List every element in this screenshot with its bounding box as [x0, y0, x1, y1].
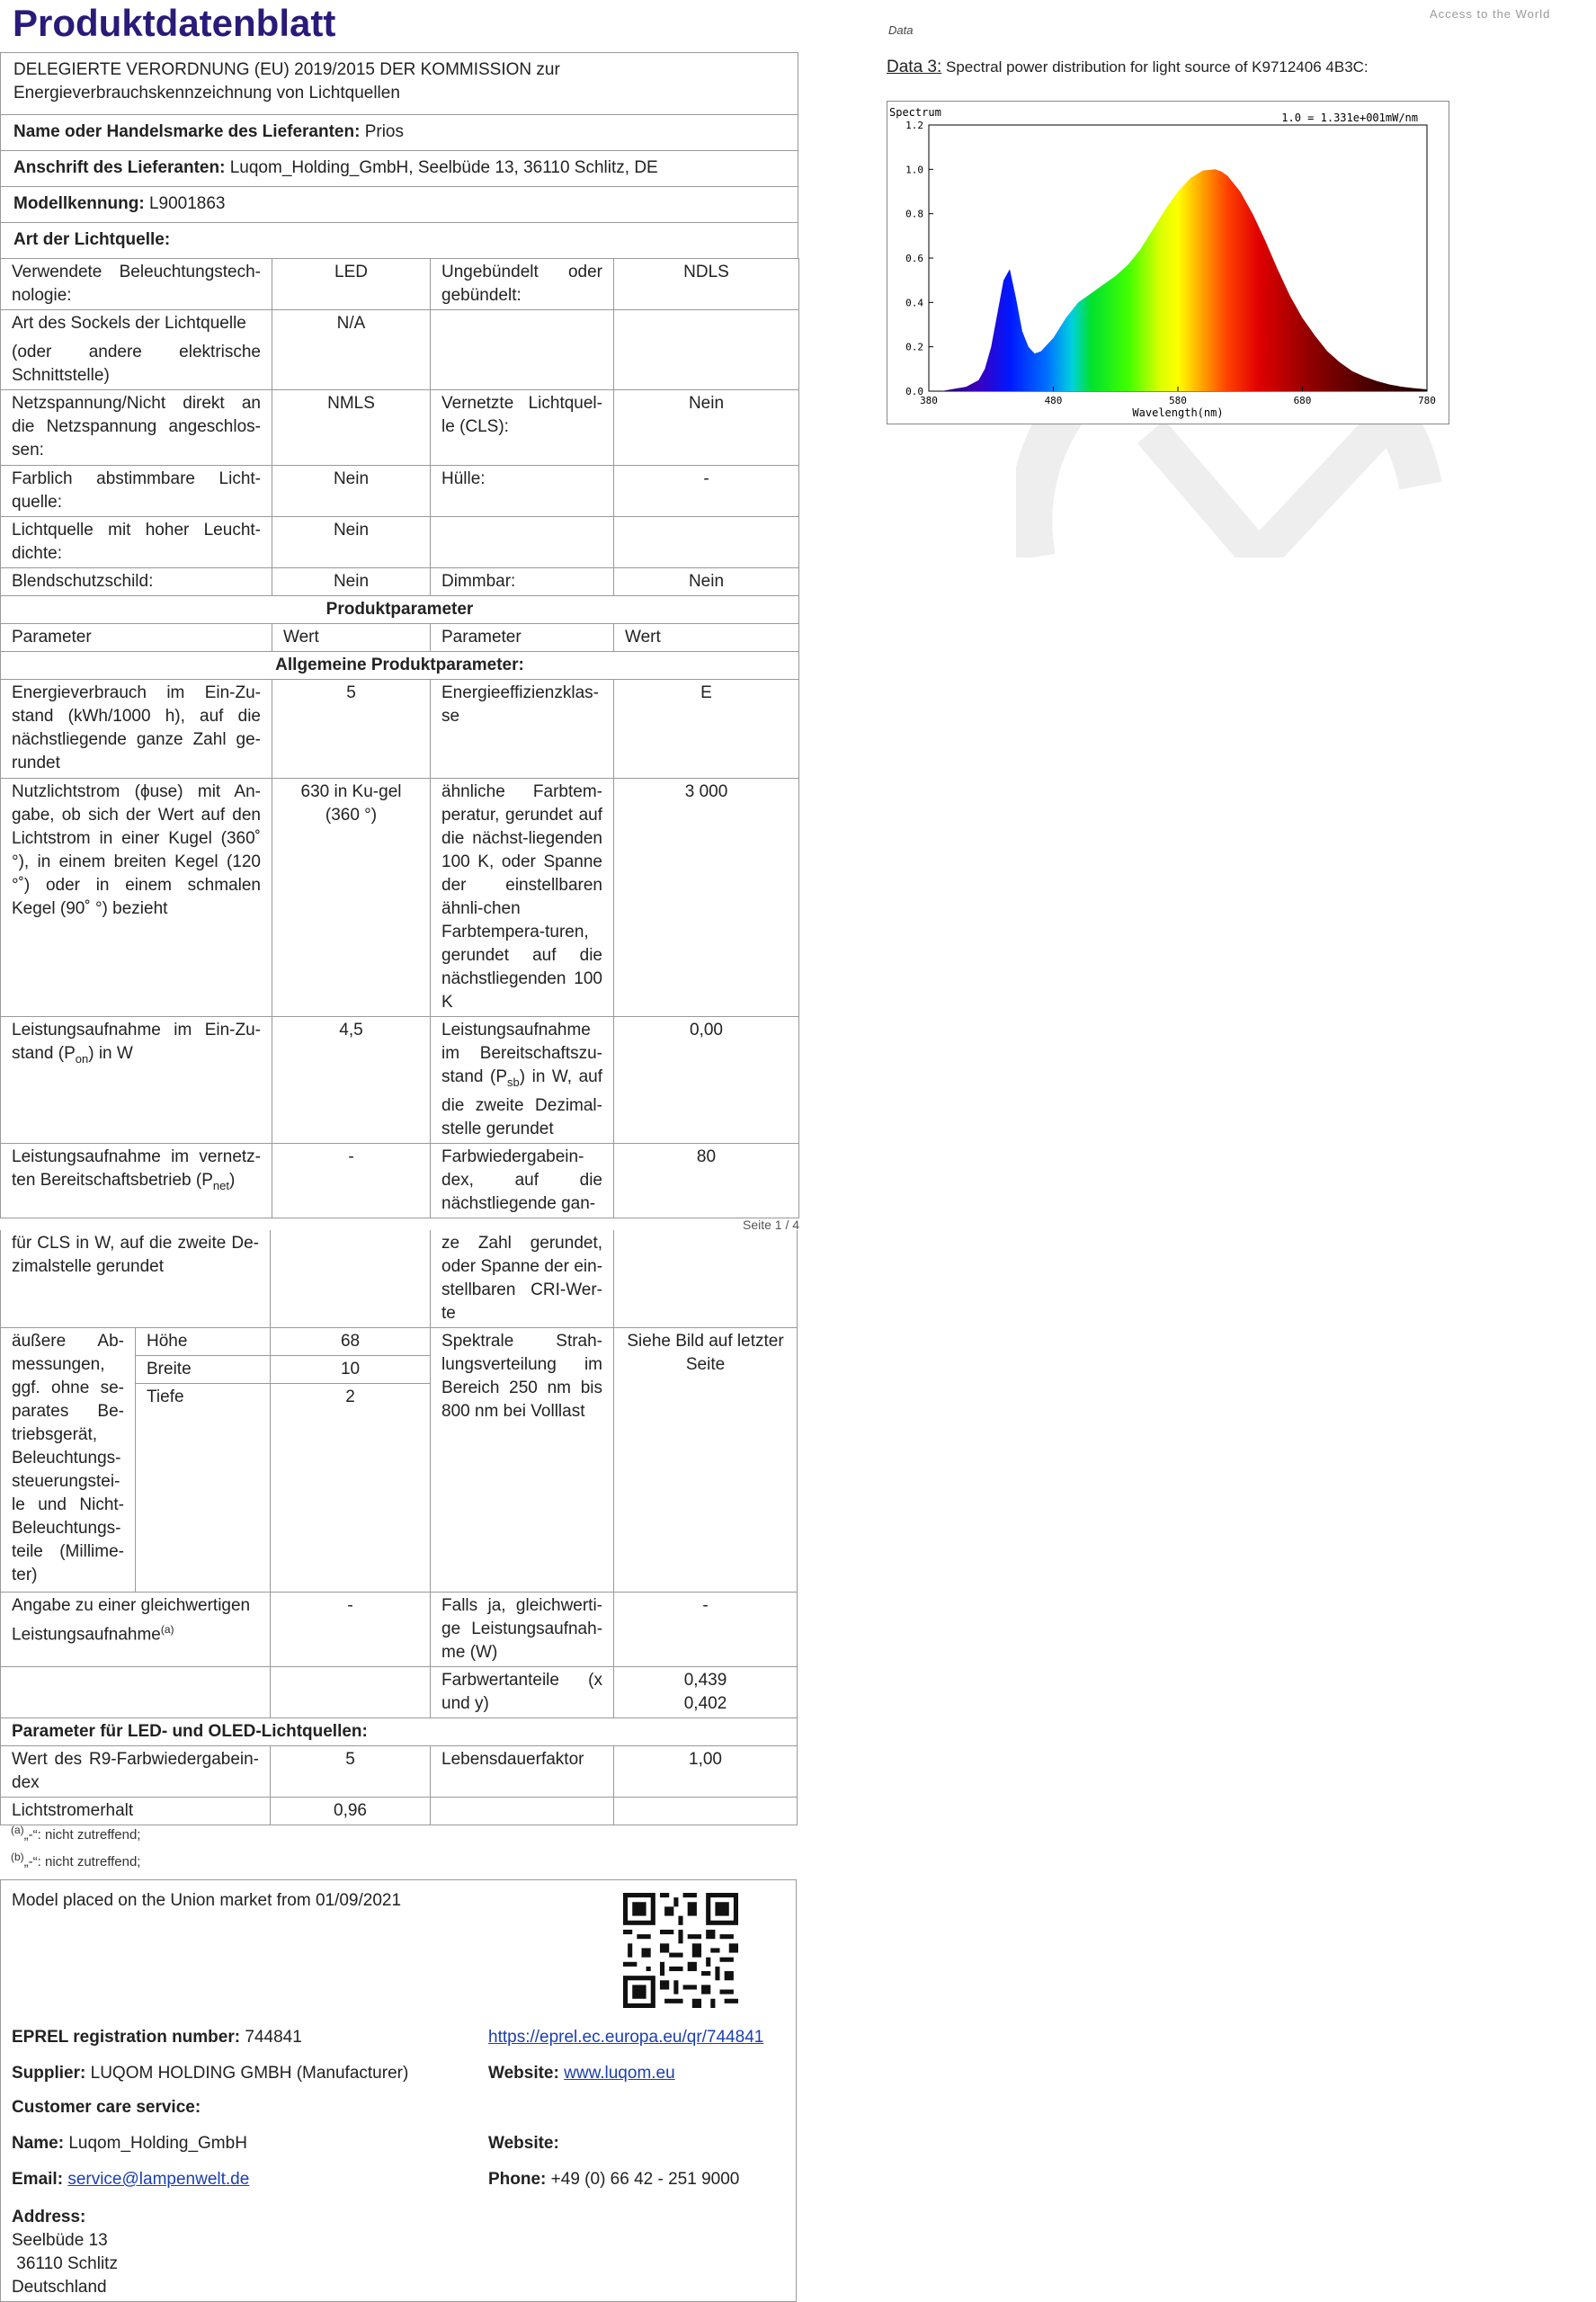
cct-label: ähnliche Farbtem-peratur, gerundet auf die nächst-liegenden 100 K, oder Spanne der einstellbaren ähnli-chen Farbtempera-turen, gerundet auf die nächstliegenden 100 K	[431, 779, 614, 1017]
website-link[interactable]: www.luqom.eu	[564, 2064, 675, 2083]
eprel-registration	[12, 2026, 302, 2049]
cls-value: Nein	[614, 390, 799, 466]
page-number: Seite 1 / 4	[743, 1218, 800, 1232]
cri-label-cont: ze Zahl gerundet, oder Spanne der ein-stellbaren CRI-Wer-te	[431, 1230, 614, 1328]
empty-cell	[431, 310, 614, 390]
y-tick-label: 0.6	[905, 253, 923, 264]
empty-cell	[271, 1230, 431, 1328]
spectrum-svg	[887, 102, 1448, 423]
params-table-continued	[0, 1230, 798, 1825]
light-source-table	[0, 258, 799, 1218]
spd-value: Siehe Bild auf letzter Seite	[614, 1328, 798, 1593]
pnet-sub: net	[212, 1178, 229, 1192]
empty-cell	[1, 1667, 271, 1718]
footnote-a-mark: (a)	[11, 1824, 24, 1836]
care-email-label: Email:	[12, 2170, 64, 2189]
empty-cell	[431, 517, 614, 568]
x-tick-label: 580	[1169, 395, 1187, 406]
equivalent-label-text: Angabe zu einer gleichwertigen Leistungsaufnahme	[12, 1596, 251, 1645]
equivalent-w-value: -	[614, 1593, 798, 1667]
eprel-box	[0, 1879, 797, 2302]
x-tick-label: 780	[1418, 395, 1436, 406]
care-email-row	[12, 2168, 249, 2191]
care-email-link[interactable]: service@lampenwelt.de	[67, 2170, 250, 2189]
chart-title: Spectrum	[889, 106, 941, 119]
psb-label-b: ) in W, auf die zweite Dezimal-stelle gerundet	[441, 1067, 603, 1138]
glare-value: Nein	[272, 568, 431, 596]
pnet-value: -	[272, 1143, 431, 1218]
general-params-title: Allgemeine Produktparameter:	[1, 652, 799, 680]
socket-label-line2: (oder andere elektrische Schnittstelle)	[12, 343, 261, 385]
chart-annotation: 1.0 = 1.331e+001mW/nm	[1281, 112, 1418, 124]
footnote-a-text: „-“: nicht zutreffend;	[23, 1827, 141, 1842]
depth-label: Tiefe	[136, 1384, 271, 1593]
tunable-label: Farblich abstimmbare Licht-quelle:	[1, 466, 272, 517]
dimmable-value: Nein	[614, 568, 799, 596]
life-label: Lebensdauerfaktor	[431, 1746, 614, 1798]
model-row	[0, 187, 798, 223]
led-params-title: Parameter für LED- und OLED-Lichtquellen:	[1, 1718, 798, 1746]
tech-value: LED	[272, 259, 431, 310]
flux-label: Nutzlichtstrom (ϕuse) mit An-gabe, ob sich der Wert auf den Lichtstrom in einer Kugel (360˚ °), in einem breiten Kegel (120 °˚) oder in einem schmalen Kegel (90˚ °) bezieht	[1, 779, 272, 1017]
address-line-1: Seelbüde 13	[12, 2231, 108, 2250]
spd-label: Spektrale Strah-lungsverteilung im Bereich 250 nm bis 800 nm bei Volllast	[431, 1328, 614, 1593]
pon-sub: on	[75, 1051, 89, 1066]
chroma-value	[614, 1667, 798, 1718]
footnote-b-mark: (b)	[11, 1851, 24, 1863]
equivalent-w-label: Falls ja, gleichwerti-ge Leistungsaufnah-me (W)	[431, 1593, 614, 1667]
model-label: Modellkennung:	[13, 194, 145, 213]
supplier-address-row	[0, 151, 798, 187]
pon-label	[1, 1017, 272, 1144]
cls-label: Vernetzte Lichtquel-le (CLS):	[431, 390, 614, 466]
x-tick-label: 680	[1293, 395, 1312, 406]
r9-value: 5	[271, 1746, 431, 1798]
care-name-label: Name:	[12, 2134, 65, 2153]
pnet-label	[1, 1143, 272, 1218]
height-value: 68	[271, 1328, 431, 1356]
tech-label: Verwendete Beleuchtungstech-nologie:	[1, 259, 272, 310]
care-name-value: Luqom_Holding_GmbH	[68, 2134, 247, 2153]
footnote-a	[11, 1824, 140, 1842]
empty-cell	[614, 1230, 798, 1328]
envelope-label: Hülle:	[431, 466, 614, 517]
directional-label: Ungebündelt oder gebündelt:	[431, 259, 614, 310]
address-line-3: Deutschland	[12, 2278, 107, 2297]
cri-value: 80	[614, 1143, 799, 1218]
mains-value: NMLS	[272, 390, 431, 466]
eprel-link[interactable]	[488, 2026, 763, 2049]
socket-label-line1: Art des Sockels der Lichtquelle	[12, 314, 246, 333]
socket-label	[1, 310, 272, 390]
x-axis-label: Wavelength(nm)	[1132, 406, 1224, 419]
page-title: Produktdatenblatt	[13, 2, 336, 44]
chart-caption-text: Spectral power distribution for light source of K9712406 4B3C:	[941, 58, 1369, 76]
params-section-title: Produktparameter	[1, 596, 799, 624]
care-name-row	[12, 2132, 247, 2155]
mains-label: Netzspannung/Nicht direkt an die Netzspannung angeschlos-sen:	[1, 390, 272, 466]
chroma-x: 0,439	[683, 1671, 727, 1690]
supplier-name-row	[0, 115, 798, 151]
website-row	[488, 2062, 675, 2085]
supplier-row	[12, 2062, 408, 2085]
footnote-b	[11, 1851, 140, 1869]
tunable-value: Nein	[272, 466, 431, 517]
y-tick-label: 0.8	[905, 208, 923, 220]
height-label: Höhe	[136, 1328, 271, 1356]
supplier-address-label: Anschrift des Lieferanten:	[13, 158, 226, 177]
psb-value: 0,00	[614, 1017, 799, 1144]
cct-value: 3 000	[614, 779, 799, 1017]
regulation-box	[0, 52, 798, 115]
pnet-label-cont: für CLS in W, auf die zweite De-zimalstelle gerundet	[1, 1230, 271, 1328]
width-label: Breite	[136, 1356, 271, 1384]
supplier-name-label: Name oder Handelsmarke des Lieferanten:	[13, 122, 361, 141]
equivalent-sup: (a)	[160, 1623, 174, 1636]
empty-cell	[614, 517, 799, 568]
address-label: Address:	[12, 2208, 86, 2226]
spectrum-chart	[887, 101, 1449, 424]
eprel-reg-label: EPREL registration number:	[12, 2028, 241, 2047]
pon-label-a: Leistungsaufnahme im Ein-Zu-stand (P	[12, 1021, 261, 1063]
glare-label: Blendschutzschild:	[1, 568, 272, 596]
psb-sub: sb	[507, 1075, 520, 1089]
chart-caption	[887, 58, 1369, 77]
supplier-label: Supplier:	[12, 2064, 86, 2083]
x-tick-label: 480	[1044, 395, 1063, 406]
socket-value: N/A	[272, 310, 431, 390]
high-luminance-value: Nein	[272, 517, 431, 568]
empty-cell	[271, 1667, 431, 1718]
chroma-label: Farbwertanteile (x und y)	[431, 1667, 614, 1718]
col-header-param: Parameter	[1, 624, 272, 652]
footnote-b-text: „-“: nicht zutreffend;	[23, 1854, 141, 1869]
life-value: 1,00	[614, 1746, 798, 1798]
width-value: 10	[271, 1356, 431, 1384]
supplier-name-value: Prios	[364, 122, 404, 141]
high-luminance-label: Lichtquelle mit hoher Leucht-dichte:	[1, 517, 272, 568]
customer-care-title: Customer care service:	[12, 2098, 201, 2117]
empty-cell	[614, 310, 799, 390]
envelope-value: -	[614, 466, 799, 517]
care-website-label: Website:	[488, 2134, 559, 2153]
qr-code-icon	[623, 1893, 738, 2008]
eprel-qr-link[interactable]: https://eprel.ec.europa.eu/qr/744841	[488, 2028, 764, 2047]
chroma-y: 0,402	[683, 1694, 727, 1713]
brand-tagline: Access to the World	[1430, 7, 1551, 21]
depth-value: 2	[271, 1384, 431, 1593]
energy-label: Energieverbrauch im Ein-Zu-stand (kWh/1000 h), auf die nächstliegende ganze Zahl ge-rundet	[1, 680, 272, 779]
equivalent-label	[1, 1593, 271, 1667]
pon-value: 4,5	[272, 1017, 431, 1144]
psb-label	[431, 1017, 614, 1144]
empty-cell	[614, 1798, 798, 1825]
website-label: Website:	[488, 2064, 559, 2083]
light-type-row	[0, 223, 798, 259]
directional-value: NDLS	[614, 259, 799, 310]
y-tick-label: 1.0	[905, 164, 923, 176]
care-phone-label: Phone:	[488, 2170, 547, 2189]
flux-value: 630 in Ku-gel (360 °)	[272, 779, 431, 1017]
spectrum-area	[929, 169, 1427, 391]
col-header-value: Wert	[614, 624, 799, 652]
pon-label-b: ) in W	[88, 1044, 133, 1063]
class-value: E	[614, 680, 799, 779]
supplier-address-value: Luqom_Holding_GmbH, Seelbüde 13, 36110 Schlitz, DE	[229, 158, 658, 177]
light-type-label: Art der Lichtquelle:	[13, 230, 171, 249]
pnet-label-a: Leistungsaufnahme im vernetz-ten Bereitschaftsbetrieb (P	[12, 1147, 261, 1190]
supplier-value: LUQOM HOLDING GMBH (Manufacturer)	[90, 2064, 409, 2083]
y-tick-label: 1.2	[905, 120, 923, 131]
pnet-label-b: )	[228, 1170, 236, 1190]
address-line-2: 36110 Schlitz	[12, 2254, 118, 2273]
equivalent-value: -	[271, 1593, 431, 1667]
x-tick-label: 380	[920, 395, 938, 406]
y-tick-label: 0.4	[905, 297, 923, 309]
dimensions-label: äußere Ab-messungen, ggf. ohne se-parates Be-triebsgerät, Beleuchtungs-steuerungstei-le und Nicht-Beleuchtungs-teile (Millime-ter)	[1, 1328, 136, 1593]
energy-value: 5	[272, 680, 431, 779]
col-header-param: Parameter	[431, 624, 614, 652]
psb-label-a: Leistungsaufnahme im Bereitschaftszu-stand (P	[441, 1021, 602, 1086]
maintenance-label: Lichtstromerhalt	[1, 1798, 271, 1825]
data-tag: Data	[888, 23, 914, 37]
dimmable-label: Dimmbar:	[431, 568, 614, 596]
cri-label-a: Farbwiedergabein-dex, auf die nächstliegende gan-	[431, 1143, 614, 1218]
chart-caption-prefix: Data 3:	[887, 58, 942, 76]
care-phone-row	[488, 2168, 739, 2191]
market-date: Model placed on the Union market from 01/09/2021	[12, 1891, 402, 1910]
y-tick-label: 0.0	[905, 386, 923, 397]
model-value: L9001863	[148, 194, 226, 213]
empty-cell	[431, 1798, 614, 1825]
maintenance-value: 0,96	[271, 1798, 431, 1825]
eprel-reg-value: 744841	[245, 2028, 302, 2047]
class-label: Energieeffizienzklas-se	[431, 680, 614, 779]
y-tick-label: 0.2	[905, 341, 923, 353]
regulation-text: DELEGIERTE VERORDNUNG (EU) 2019/2015 DER KOMMISSION zur Energieverbrauchskennzeichnung von Lichtquellen	[13, 60, 560, 103]
care-phone-value: +49 (0) 66 42 - 251 9000	[550, 2170, 740, 2189]
col-header-value: Wert	[272, 624, 431, 652]
r9-label: Wert des R9-Farbwiedergabein-dex	[1, 1746, 271, 1798]
